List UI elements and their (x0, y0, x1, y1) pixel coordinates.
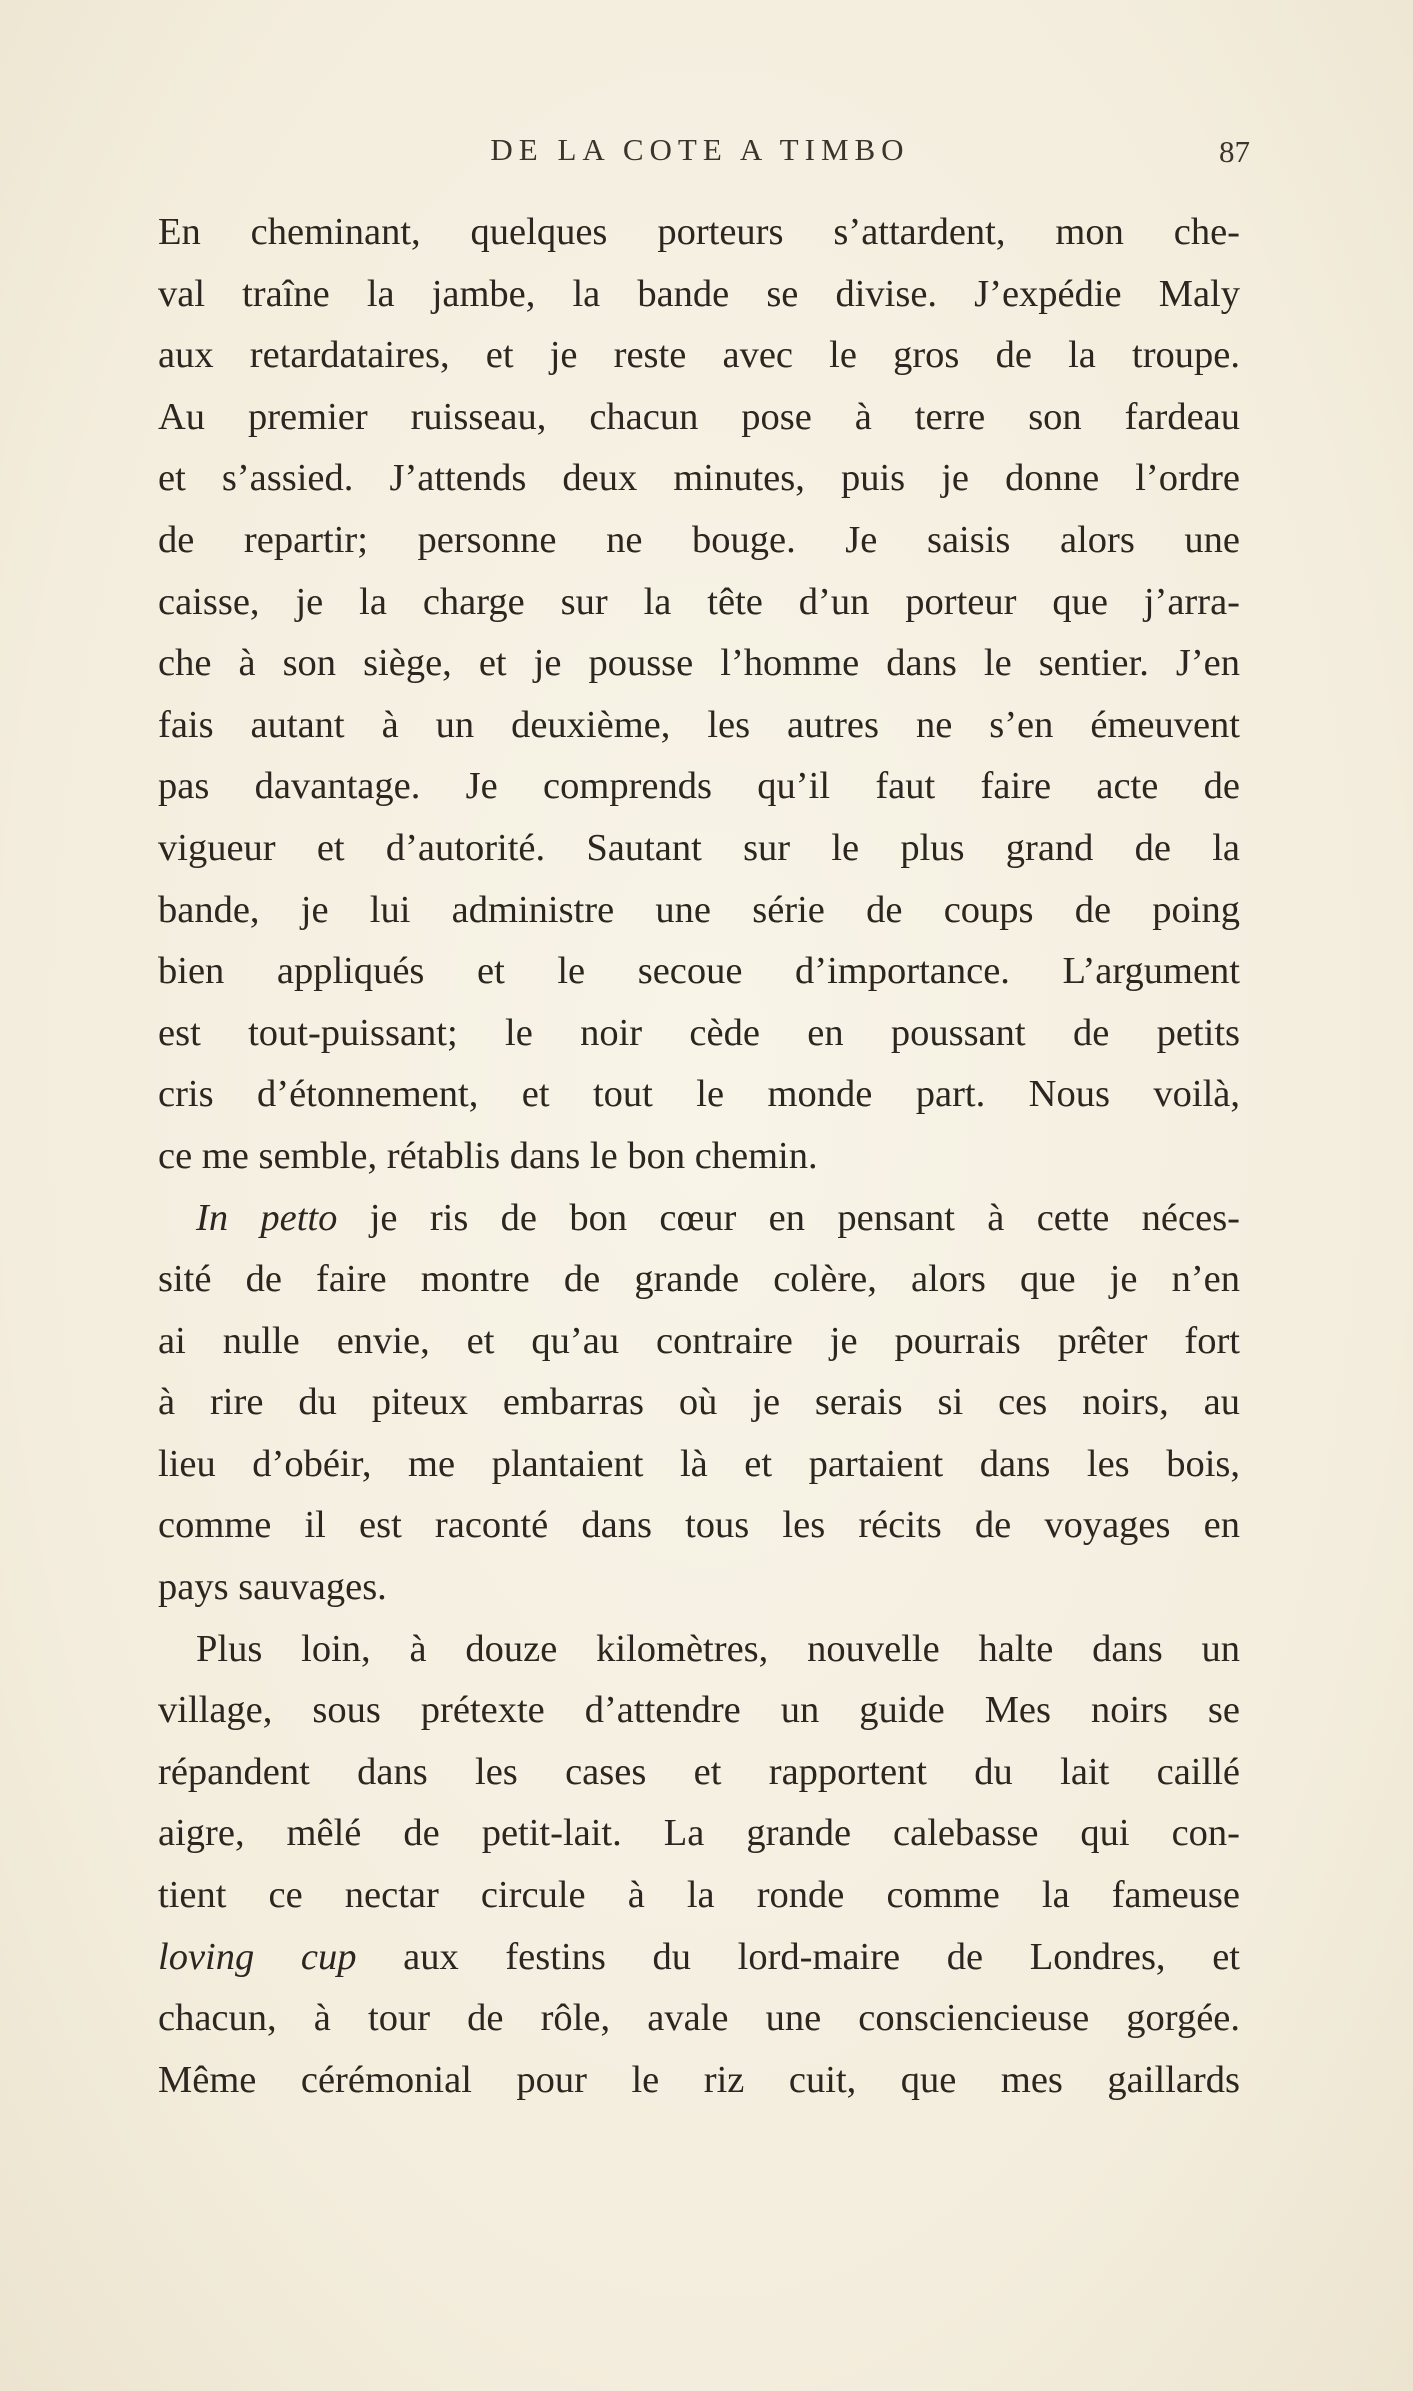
text-line (158, 2050, 1240, 2112)
text-segment: cris d’étonnement, et tout le monde part. Nous voilà, (158, 1073, 1240, 1116)
text-segment: Au premier ruisseau, chacun pose à terre son fardeau (158, 395, 1240, 438)
italic-phrase: loving cup (158, 1935, 357, 1978)
text-line (158, 1372, 1240, 1434)
text-segment: fais autant à un deuxième, les autres ne s’en émeuvent (158, 703, 1240, 746)
running-head (150, 132, 1250, 172)
page-number: 87 (1219, 134, 1250, 169)
text-line (158, 1619, 1240, 1681)
text-segment: de repartir; personne ne bouge. Je saisis alors une (158, 518, 1240, 561)
text-segment: Même cérémonial pour le riz cuit, que mes gaillards (158, 2058, 1240, 2101)
text-segment: comme il est raconté dans tous les récits de voyages en (158, 1504, 1240, 1547)
text-line (158, 1988, 1240, 2050)
text-segment: che à son siège, et je pousse l’homme dans le sentier. J’en (158, 642, 1240, 685)
text-line (158, 756, 1240, 818)
text-segment: je ris de bon cœur en pensant à cette néces- (337, 1196, 1240, 1239)
text-segment: tient ce nectar circule à la ronde comme la fameuse (158, 1874, 1240, 1917)
text-line (158, 633, 1240, 695)
text-line (158, 1803, 1240, 1865)
body-text (158, 202, 1240, 2111)
text-line (158, 1557, 1240, 1619)
text-line (158, 1188, 1240, 1250)
text-line (158, 1865, 1240, 1927)
text-segment: sité de faire montre de grande colère, alors que je n’en (158, 1258, 1240, 1301)
text-segment: et s’assied. J’attends deux minutes, puis je donne l’ordre (158, 457, 1240, 500)
text-segment: bande, je lui administre une série de coups de poing (158, 888, 1240, 931)
text-line (158, 325, 1240, 387)
text-segment: En cheminant, quelques porteurs s’attardent, mon che- (158, 211, 1240, 253)
text-line (158, 387, 1240, 449)
text-segment: ce me semble, rétablis dans le bon chemin. (158, 1134, 818, 1177)
text-segment: aux retardataires, et je reste avec le gros de la troupe. (158, 334, 1240, 377)
text-line (158, 202, 1240, 264)
text-segment: est tout-puissant; le noir cède en poussant de petits (158, 1011, 1240, 1054)
text-segment: pas davantage. Je comprends qu’il faut faire acte de (158, 765, 1240, 808)
text-segment: ai nulle envie, et qu’au contraire je pourrais prêter fort (158, 1319, 1240, 1362)
text-line (158, 1249, 1240, 1311)
text-segment: val traîne la jambe, la bande se divise. J’expédie Maly (158, 272, 1240, 315)
text-segment: à rire du piteux embarras où je serais si ces noirs, au (158, 1381, 1240, 1424)
text-line (158, 941, 1240, 1003)
text-segment: bien appliqués et le secoue d’importance. L’argument (158, 950, 1240, 993)
text-segment: répandent dans les cases et rapportent du lait caillé (158, 1750, 1240, 1793)
text-line (158, 1495, 1240, 1557)
text-line (158, 572, 1240, 634)
text-line (158, 1003, 1240, 1065)
running-title: DE LA COTE A TIMBO (490, 132, 910, 167)
text-line (158, 448, 1240, 510)
text-segment: vigueur et d’autorité. Sautant sur le plus grand de la (158, 826, 1240, 869)
text-line (158, 1311, 1240, 1373)
text-segment: aux festins du lord-maire de Londres, et (356, 1935, 1240, 1978)
text-segment: chacun, à tour de rôle, avale une consciencieuse gorgée. (158, 1997, 1240, 2040)
text-segment: Plus loin, à douze kilomètres, nouvelle halte dans un (196, 1627, 1240, 1670)
text-segment: village, sous prétexte d’attendre un guide Mes noirs se (158, 1689, 1240, 1732)
text-line (158, 1927, 1240, 1989)
text-line (158, 1126, 1240, 1188)
text-line (158, 880, 1240, 942)
text-segment: caisse, je la charge sur la tête d’un porteur que j’arra- (158, 580, 1240, 623)
text-line (158, 264, 1240, 326)
text-line (158, 1434, 1240, 1496)
italic-phrase: In petto (196, 1196, 338, 1239)
text-line (158, 510, 1240, 572)
text-line (158, 1680, 1240, 1742)
text-segment: pays sauvages. (158, 1566, 387, 1609)
text-line (158, 695, 1240, 757)
text-segment: aigre, mêlé de petit-lait. La grande calebasse qui con- (158, 1812, 1240, 1855)
text-line (158, 818, 1240, 880)
text-segment: lieu d’obéir, me plantaient là et partaient dans les bois, (158, 1442, 1240, 1485)
text-line (158, 1742, 1240, 1804)
text-line (158, 1064, 1240, 1126)
